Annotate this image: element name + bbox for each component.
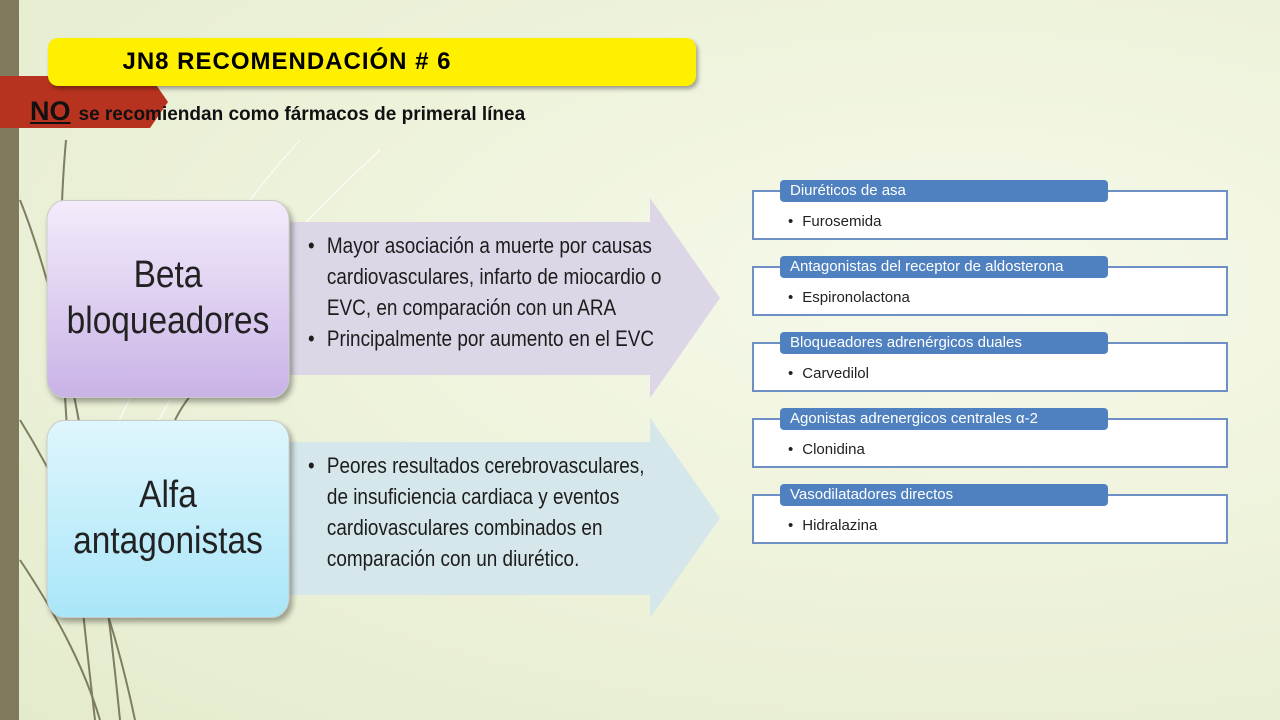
beta-blockers-label: Beta bloqueadores xyxy=(66,254,270,342)
category-header: Antagonistas del receptor de aldosterona xyxy=(780,256,1108,278)
subtitle-text: se recomiendan como fármacos de primeral línea xyxy=(78,104,526,125)
category-header: Diuréticos de asa xyxy=(780,180,1108,202)
alpha-antagonists-box xyxy=(47,420,290,618)
category-card xyxy=(752,484,1226,544)
category-header: Agonistas adrenergicos centrales α-2 xyxy=(780,408,1108,430)
bullet-item: • Principalmente por aumento en el EVC xyxy=(308,323,678,354)
alpha-antagonists-bullets xyxy=(308,450,652,574)
bullet-item: • Mayor asociación a muerte por causas cardiovasculares, infarto de miocardio o EVC, en comparación con un ARA xyxy=(308,230,678,323)
beta-blockers-box xyxy=(47,200,290,398)
category-item: • Carvedilol xyxy=(788,365,869,382)
subtitle-emphasis: NO xyxy=(30,96,71,126)
category-card xyxy=(752,408,1226,468)
category-card xyxy=(752,256,1226,316)
category-header: Bloqueadores adrenérgicos duales xyxy=(780,332,1108,354)
category-card xyxy=(752,332,1226,392)
category-header: Vasodilatadores directos xyxy=(780,484,1108,506)
category-item: • Hidralazina xyxy=(788,517,877,534)
category-item: • Clonidina xyxy=(788,441,865,458)
bullet-item: • Peores resultados cerebrovasculares, de insuficiencia cardiaca y eventos cardiovasculares combinados en comparación con un diurético. xyxy=(308,450,652,574)
category-card xyxy=(752,180,1226,240)
alpha-antagonists-label: Alfa antagonistas xyxy=(73,474,263,562)
category-item: • Espironolactona xyxy=(788,289,910,306)
category-item: • Furosemida xyxy=(788,213,881,230)
slide-title: JN8 RECOMENDACIÓN # 6 xyxy=(122,48,452,75)
beta-blockers-bullets xyxy=(308,230,678,354)
